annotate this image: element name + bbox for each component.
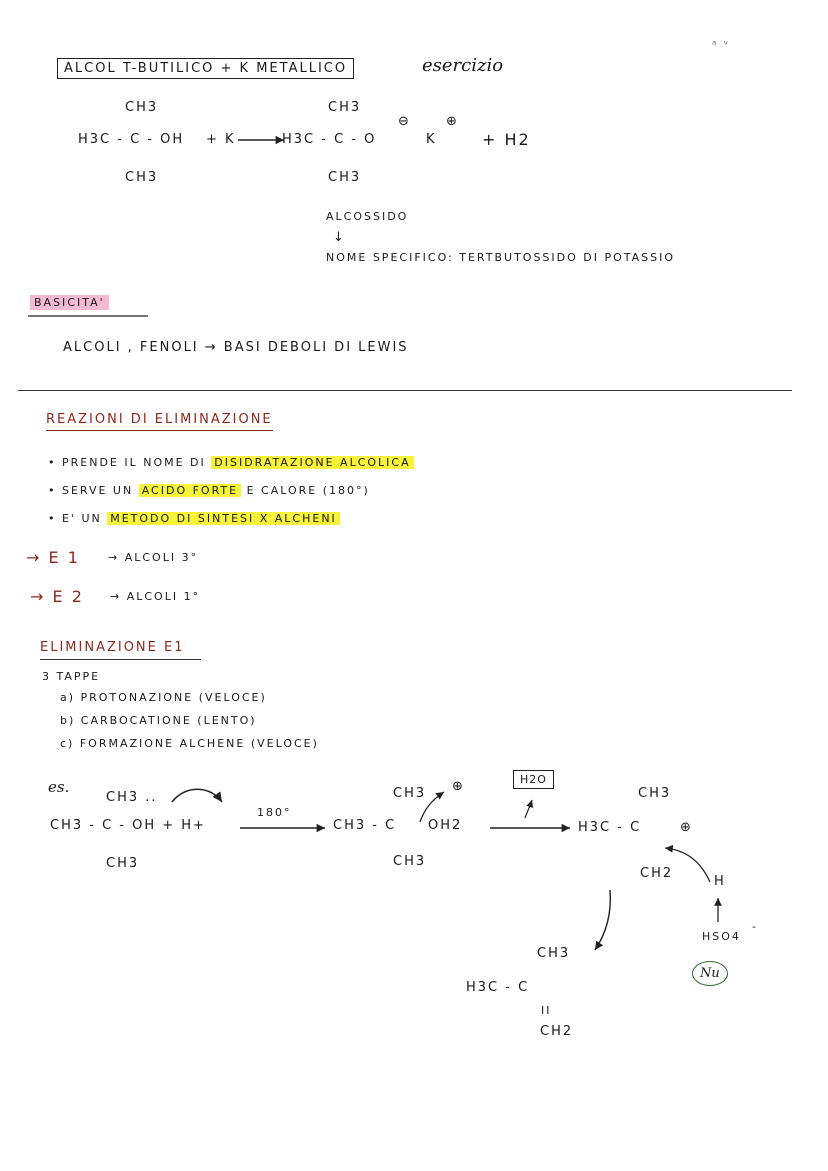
r1-product-ch3-top: CH3 — [328, 100, 362, 115]
protonation-curved-arrow — [172, 789, 222, 802]
e1-section-title: ELIMINAZIONE E1 — [40, 640, 201, 660]
m2-plus-charge: ⊕ — [452, 779, 465, 794]
alcossido-label: ALCOSSIDO — [326, 210, 409, 223]
r1-product-ch3-bottom: CH3 — [328, 170, 362, 185]
e2-label: → E 2 — [30, 587, 84, 606]
r1-minus-charge: ⊖ — [398, 114, 411, 129]
e1-label: → E 1 — [26, 548, 80, 567]
r1-reactant-main: H3C - C - OH — [78, 132, 185, 147]
bullet-2: • SERVE UN ACIDO FORTE E CALORE (180°) — [48, 484, 370, 497]
hso4-charge: - — [752, 920, 758, 933]
esercizio-note: esercizio — [422, 55, 504, 76]
m2-top: CH3 — [393, 786, 427, 801]
m3-bottom: CH2 — [640, 866, 674, 881]
e2-text: → ALCOLI 1° — [110, 590, 201, 603]
basicita-text: ALCOLI , FENOLI → BASI DEBOLI DI LEWIS — [63, 340, 409, 355]
m2-bottom: CH3 — [393, 854, 427, 869]
r1-plus-h2: + H2 — [482, 130, 531, 149]
step-c: c) FORMAZIONE ALCHENE (VELOCE) — [60, 737, 319, 750]
water-box: H2O — [513, 770, 554, 789]
leaving-group-curved-arrow — [420, 792, 444, 822]
r1-reactant-ch3-top: CH3 — [125, 100, 159, 115]
hso4-label: HSO4 — [702, 930, 741, 943]
m3-h: H — [714, 874, 726, 889]
step-b: b) CARBOCATIONE (LENTO) — [60, 714, 257, 727]
water-release-arrow — [525, 800, 532, 818]
m3-to-m4-arrow — [595, 890, 610, 950]
r1-product-main: H3C - C - O — [282, 132, 377, 147]
corner-mark: ᵃ ᵛ — [712, 38, 731, 51]
m3-plus-charge: ⊕ — [680, 820, 693, 835]
m2-oh2: OH2 — [428, 818, 463, 833]
title-box: ALCOL T-BUTILICO + K METALLICO — [57, 58, 354, 79]
m3-top: CH3 — [638, 786, 672, 801]
reazioni-title: REAZIONI DI ELIMINAZIONE — [46, 412, 273, 431]
nu-circle: Nu — [692, 961, 728, 986]
m2-main: CH3 - C — [333, 818, 397, 833]
r1-plus-k: + K — [206, 132, 236, 147]
r1-reactant-ch3-bottom: CH3 — [125, 170, 159, 185]
basicita-title: BASICITA' — [30, 295, 109, 310]
temp-label: 180° — [257, 806, 292, 819]
es-label: es. — [48, 778, 70, 796]
m1-main: CH3 - C - OH + H+ — [50, 818, 206, 833]
step-a: a) PROTONAZIONE (VELOCE) — [60, 691, 267, 704]
deprotonation-curved-arrow — [665, 848, 710, 882]
tappe-title: 3 TAPPE — [42, 670, 101, 683]
m4-bottom: CH2 — [540, 1024, 574, 1039]
bullet-1: • PRENDE IL NOME DI DISIDRATAZIONE ALCOLICA — [48, 456, 414, 469]
m1-top: CH3 .. — [106, 790, 158, 805]
m4-main: H3C - C — [466, 980, 530, 995]
bullet-3: • E' UN METODO DI SINTESI X ALCHENI — [48, 512, 340, 525]
r1-plus-charge: ⊕ — [446, 114, 459, 129]
nome-specifico: NOME SPECIFICO: TERTBUTOSSIDO DI POTASSIO — [326, 251, 676, 264]
alcossido-arrow: ↓ — [333, 230, 346, 245]
m1-bottom: CH3 — [106, 856, 140, 871]
m4-double-bond: II — [541, 1004, 552, 1017]
m4-top: CH3 — [537, 946, 571, 961]
e1-text: → ALCOLI 3° — [108, 551, 199, 564]
m3-main: H3C - C — [578, 820, 642, 835]
r1-potassium: K — [426, 132, 437, 147]
